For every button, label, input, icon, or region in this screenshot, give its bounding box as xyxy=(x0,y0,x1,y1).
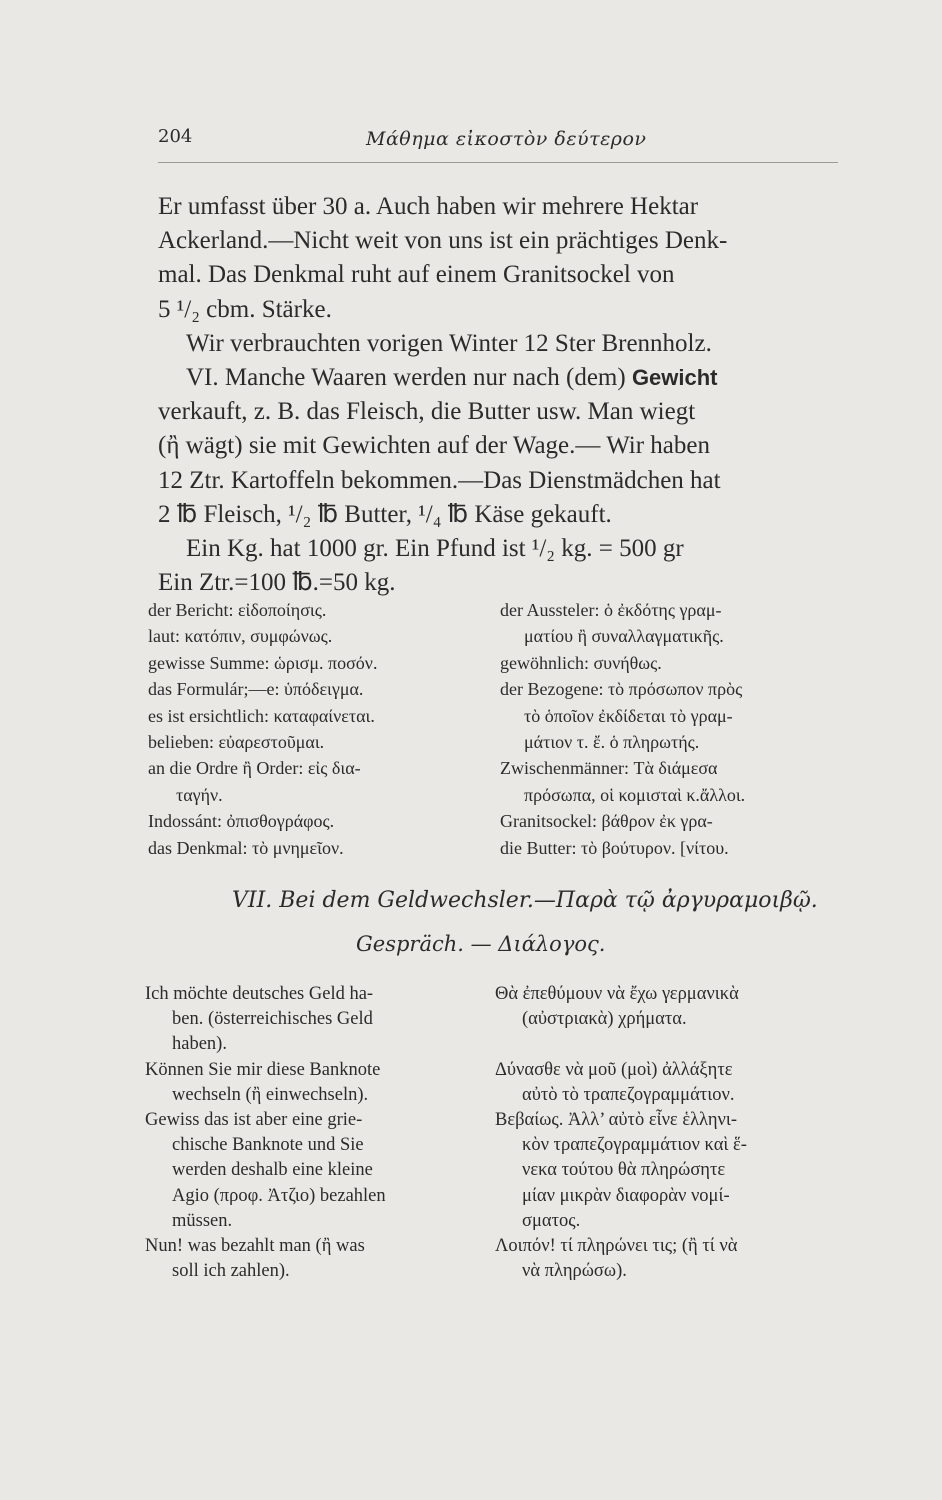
vocab-entry-continuation: ματίου ἢ συναλλαγματικῆς. xyxy=(524,626,724,647)
dialog-line: Können Sie mir diese Banknote xyxy=(145,1059,381,1080)
text-line: 12 Ztr. Kartoffeln bekommen.—Das Dienstmädchen hat xyxy=(158,466,721,494)
dialog-line: Λοιπόν! τί πληρώνει τις; (ἢ τί νὰ xyxy=(495,1235,738,1256)
dialog-line: Agio (προφ. Ἀτζιο) bezahlen xyxy=(172,1185,386,1206)
text-line: Wir verbrauchten vorigen Winter 12 Ster Brennholz. xyxy=(186,329,712,357)
vocab-entry: laut: κατόπιν, συμφώνως. xyxy=(148,626,333,647)
vocab-entry-continuation: ταγήν. xyxy=(176,784,223,805)
dialog-line: Ich möchte deutsches Geld ha- xyxy=(145,984,374,1004)
vocab-entry: Zwischenmänner: Τὰ διάμεσα xyxy=(500,758,718,779)
dialog-line: Δύνασθε νὰ μοῦ (μοὶ) ἀλλάξητε xyxy=(495,1059,733,1080)
vocab-entry: das Formulár;—e: ὑπόδειγμα. xyxy=(148,679,364,700)
dialog-line: (αὐστριακὰ) χρήματα. xyxy=(522,1009,687,1030)
dialog-line: Βεβαίως. Ἀλλ’ αὐτὸ εἶνε ἑλληνι- xyxy=(495,1109,738,1130)
vocabulary-left-column xyxy=(148,597,478,861)
text-line: 2 ℔ Fleisch, ¹/₂ ℔ Butter, ¹/₄ ℔ Käse gekauft. xyxy=(158,500,612,528)
dialog-line: haben). xyxy=(172,1034,227,1055)
dialog-line: μίαν μικρὰν διαφορὰν νομί- xyxy=(522,1185,730,1206)
dialog-line: νὰ πληρώσω). xyxy=(522,1261,627,1282)
dialog-line: Θὰ ἐπεθύμουν νὰ ἔχω γερμανικὰ xyxy=(495,984,739,1004)
dialog-line: σματος. xyxy=(522,1210,581,1231)
dialog-line: αὐτὸ τὸ τραπεζογραμμάτιον. xyxy=(522,1084,735,1105)
dialog-line: Gewiss das ist aber eine grie- xyxy=(145,1109,363,1130)
header-rule xyxy=(158,162,838,163)
vocab-entry-continuation: πρόσωπα, οἱ κομισταὶ κ.ἄλλοι. xyxy=(524,784,746,805)
text-line: Ein Kg. hat 1000 gr. Ein Pfund ist ¹/₂ kg. = 500 gr xyxy=(186,534,684,562)
text-line: mal. Das Denkmal ruht auf einem Granitsockel von xyxy=(158,261,675,289)
page-header xyxy=(158,126,838,166)
text-segment: VI. Manche Waaren werden nur nach (dem) xyxy=(186,363,632,391)
dialog-line: soll ich zahlen). xyxy=(172,1261,290,1282)
vocab-entry: der Aussteler: ὁ ἐκδότης γραμ- xyxy=(500,600,722,620)
dialog-line: νεκα τούτου θὰ πληρώσητε xyxy=(522,1160,726,1181)
dialog-greek-column xyxy=(495,982,845,1284)
dialog-line: wechseln (ἢ einwechseln). xyxy=(172,1084,369,1105)
dialog-line: werden deshalb eine kleine xyxy=(172,1160,373,1181)
vocab-entry: es ist ersichtlich: καταφαίνεται. xyxy=(148,705,375,726)
page-number: 204 xyxy=(158,126,193,147)
text-line: Ackerland.—Nicht weit von uns ist ein prächtiges Denk- xyxy=(158,227,728,255)
running-title: Μάθημα εἰκοστὸν δεύτερον xyxy=(366,128,647,150)
vocab-entry: Indossánt: ὀπισθογράφος. xyxy=(148,811,335,832)
section-title: VII. Bei dem Geldwechsler.—Παρὰ τῷ ἀργυραμοιβῷ. xyxy=(232,888,818,913)
vocab-entry: gewisse Summe: ὡρισμ. ποσόν. xyxy=(148,652,378,673)
text-line: Ein Ztr.=100 ℔.=50 kg. xyxy=(158,569,396,597)
body-text xyxy=(158,190,838,600)
vocab-entry-continuation: μάτιον τ. ἔ. ὁ πληρωτής. xyxy=(524,731,700,752)
vocab-entry: der Bericht: εἰδοποίησις. xyxy=(148,600,327,620)
vocab-entry: gewöhnlich: συνήθως. xyxy=(500,652,662,673)
dialog-german-column xyxy=(145,982,475,1284)
dialog-line: ben. (österreichisches Geld xyxy=(172,1009,373,1030)
text-line: 5 ¹/₂ cbm. Stärke. xyxy=(158,295,332,323)
dialog-line: chische Banknote und Sie xyxy=(172,1135,364,1156)
section-subtitle: Gespräch. — Διάλογος. xyxy=(356,932,606,956)
vocab-entry: belieben: εὐαρεστοῦμαι. xyxy=(148,731,325,752)
vocab-entry: an die Ordre ἢ Order: εἰς δια- xyxy=(148,758,361,779)
vocab-entry: der Bezogene: τὸ πρόσωπον πρὸς xyxy=(500,679,743,700)
dialog-line: müssen. xyxy=(172,1210,233,1231)
vocab-entry-continuation: τὸ ὁποῖον ἐκδίδεται τὸ γραμ- xyxy=(524,705,733,726)
vocab-entry: Granitsockel: βάθρον ἐκ γρα- xyxy=(500,811,713,832)
dialog-line: κὸν τραπεζογραμμάτιον καὶ ἕ- xyxy=(522,1135,747,1156)
text-line: verkauft, z. B. das Fleisch, die Butter usw. Man wiegt xyxy=(158,398,696,426)
vocabulary-right-column xyxy=(500,597,845,861)
bold-term: Gewicht xyxy=(631,364,718,390)
text-line xyxy=(158,361,838,395)
dialog-spacer xyxy=(495,1032,845,1057)
dialog-line: Nun! was bezahlt man (ἢ was xyxy=(145,1235,365,1256)
text-line: Er umfasst über 30 a. Auch haben wir mehrere Hektar xyxy=(158,193,699,220)
vocab-entry: das Denkmal: τὸ μνημεῖον. xyxy=(148,837,344,858)
vocab-entry: die Butter: τὸ βούτυρον. [νίτου. xyxy=(500,837,729,858)
text-line: (ἢ wägt) sie mit Gewichten auf der Wage.— Wir haben xyxy=(158,432,711,460)
